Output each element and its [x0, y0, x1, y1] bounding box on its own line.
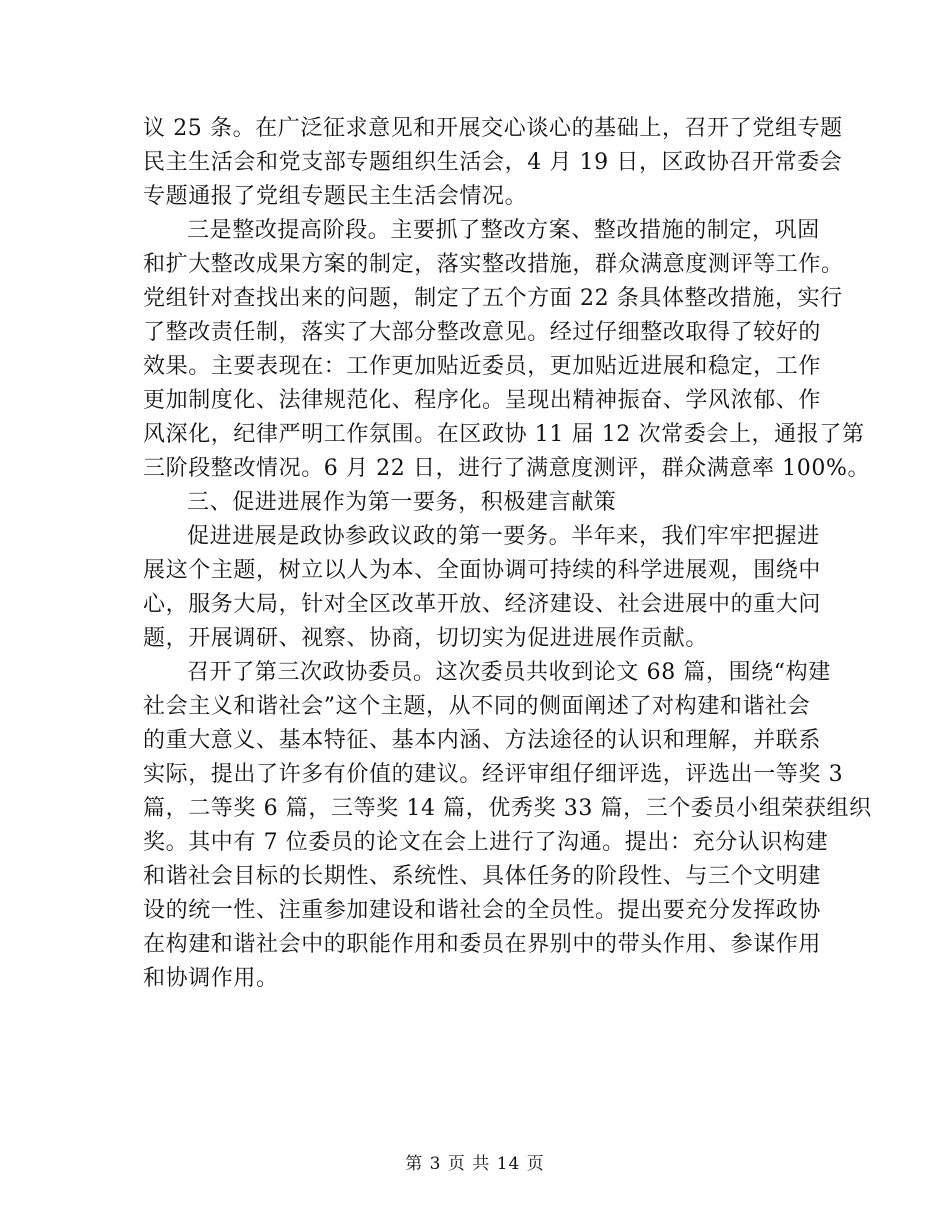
text-line: 三、促进进展作为第一要务，积极建言献策 — [187, 490, 617, 515]
text-line: 和扩大整改成果方案的制定，落实整改措施，群众满意度测评等工作。 — [143, 252, 844, 277]
text-line: 党组针对查找出来的问题，制定了五个方面 22 条具体整改措施，实行 — [143, 286, 843, 311]
text-line: 召开了第三次政协委员。这次委员共收到论文 68 篇，围绕“构建 — [187, 660, 831, 685]
text-line: 和协调作用。 — [143, 966, 279, 991]
text-line: 在构建和谐社会中的职能作用和委员在界别中的带头作用、参谋作用 — [143, 932, 822, 957]
text-line: 三是整改提高阶段。主要抓了整改方案、整改措施的制定，巩固 — [187, 218, 820, 243]
text-line: 奖。其中有 7 位委员的论文在会上进行了沟通。提出：充分认识构建 — [143, 830, 829, 855]
text-line: 民主生活会和党支部专题组织生活会，4 月 19 日，区政协召开常委会 — [143, 150, 843, 175]
text-line: 心，服务大局，针对全区改革开放、经济建设、社会进展中的重大问 — [143, 592, 822, 617]
text-line: 篇，二等奖 6 篇，三等奖 14 篇，优秀奖 33 篇，三个委员小组荣获组织 — [143, 796, 872, 821]
text-line: 三阶段整改情况。6 月 22 日，进行了满意度测评，群众满意率 100%。 — [143, 456, 871, 481]
text-line: 更加制度化、法律规范化、程序化。呈现出精神振奋、学风浓郁、作 — [143, 388, 822, 413]
document-body — [143, 112, 872, 996]
text-line: 专题通报了党组专题民主生活会情况。 — [143, 184, 528, 209]
page-footer: 第 3 页 共 14 页 — [405, 1154, 545, 1174]
text-line: 设的统一性、注重参加建设和谐社会的全员性。提出要充分发挥政协 — [143, 898, 822, 923]
text-line: 和谐社会目标的长期性、系统性、具体任务的阶段性、与三个文明建 — [143, 864, 822, 889]
text-line: 社会主义和谐社会”这个主题，从不同的侧面阐述了对构建和谐社会 — [143, 694, 811, 719]
text-line: 的重大意义、基本特征、基本内涵、方法途径的认识和理解，并联系 — [143, 728, 822, 753]
text-line: 风深化，纪律严明工作氛围。在区政协 11 届 12 次常委会上，通报了第 — [143, 422, 865, 447]
text-line: 促进进展是政协参政议政的第一要务。半年来，我们牢牢把握进 — [187, 524, 820, 549]
text-line: 了整改责任制，落实了大部分整改意见。经过仔细整改取得了较好的 — [143, 320, 822, 345]
text-line: 题，开展调研、视察、协商，切切实为促进进展作贡献。 — [143, 626, 709, 651]
text-line: 展这个主题，树立以人为本、全面协调可持续的科学进展观，围绕中 — [143, 558, 822, 583]
text-line: 实际，提出了许多有价值的建议。经评审组仔细评选，评选出一等奖 3 — [143, 762, 844, 787]
text-line: 议 25 条。在广泛征求意见和开展交心谈心的基础上，召开了党组专题 — [143, 116, 843, 141]
text-line: 效果。主要表现在：工作更加贴近委员，更加贴近进展和稳定，工作 — [143, 354, 822, 379]
